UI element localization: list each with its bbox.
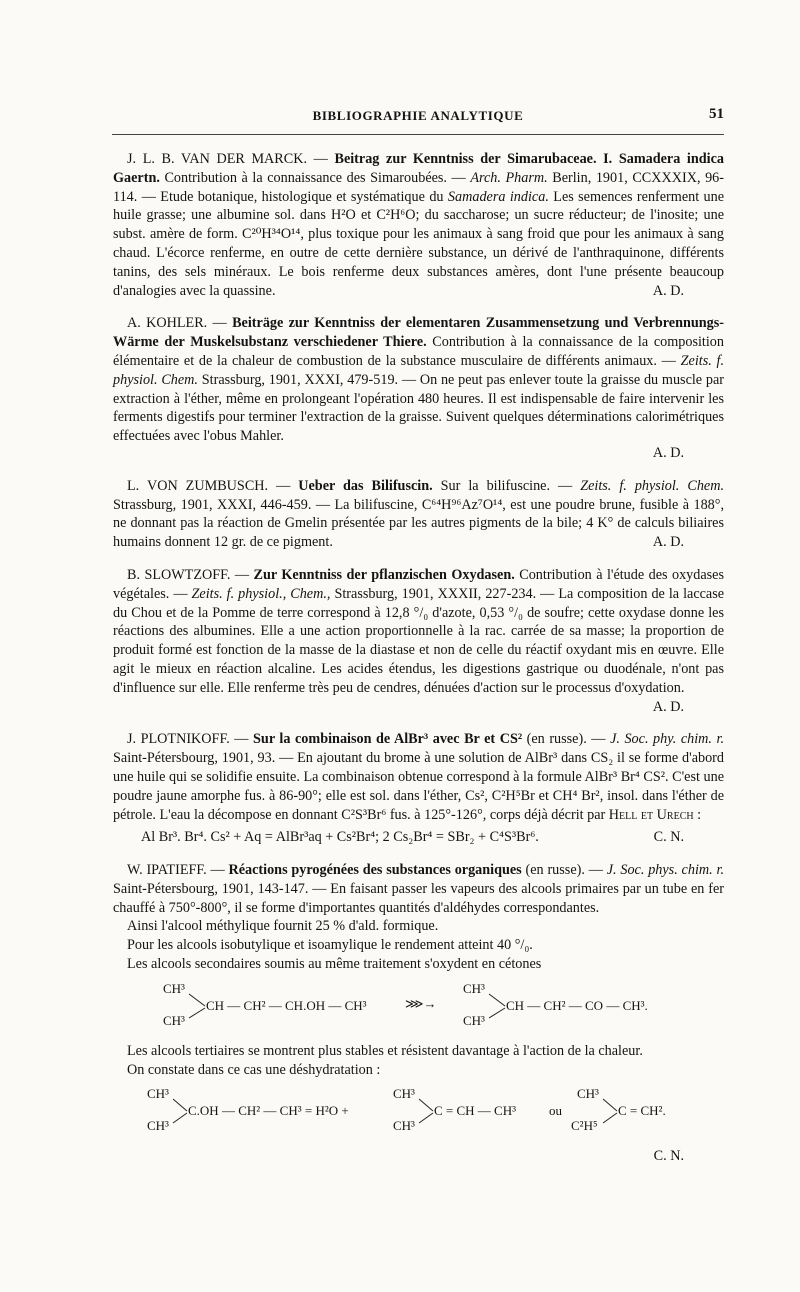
running-header	[112, 108, 724, 128]
reaction-arrow: ⋙→	[405, 995, 437, 1011]
entry-line: Les alcools tertiaires se montrent plus stables et résistent davantage à l'action de la chaleur.	[127, 1042, 643, 1059]
entry-kohler	[113, 314, 724, 462]
entry-title: Sur la combinaison de AlBr³ avec Br et CS²	[253, 731, 523, 748]
entry-source: J. Soc. phy. chim. r.	[610, 731, 725, 748]
entry-text: Saint-Pétersbourg, 1901, 143-147. — En faisant passer les vapeurs des alcools primaires par un tube en fer chauffé à 750°-800°, il se forme d'importantes quantités d'aldéhydes correspondantes.	[113, 880, 724, 916]
entry-text: Strassburg, 1901, XXXII, 227-234. — La composition de la laccase du Chou et de la Pomme de terre correspond à 12,8 °/₀ d'azote, 0,53 °/₀ de soufre; cette oxydase donne les réactions des albumines. Elle a une action proportionnelle à la rac. carrée de sa masse; la proportion de produit formé est fonction de la masse de la diastase et non de celle du réactif oxydant mis en œuvre. Elle agit le mieux en réaction alcaline. Les acides étendus, les digestions gastrique ou duodénale, n'ont pas d'influence sur elle. Elle renferme très peu de cendres, dénuées d'action sur le processus d'oxydation.	[113, 585, 725, 696]
formula-label: C.OH — CH² — CH³ = H²O +	[188, 1103, 349, 1119]
ketone-reaction	[113, 980, 724, 1032]
entry-author: W. IPATIEFF. —	[127, 862, 225, 879]
entry-line: Ainsi l'alcool méthylique fournit 25 % d'ald. formique.	[127, 918, 439, 935]
entry-author: J. L. B. VAN DER MARCK. —	[127, 151, 328, 167]
formula-text: Al Br³. Br⁴. Cs² + Aq = AlBr³aq + Cs²Br⁴; 2 Cs₂Br⁴ = SBr₂ + C⁴S³Br⁶.	[141, 829, 539, 846]
entry-slowtzoff	[113, 566, 724, 716]
entry-text: Contribution à la connaissance des Simaroubées. —	[164, 169, 466, 186]
entry-author: B. SLOWTZOFF. —	[127, 566, 250, 583]
reaction-formula	[127, 828, 724, 847]
header-title: BIBLIOGRAPHIE ANALYTIQUE	[312, 108, 524, 123]
entry-text: Contribution à l'étude des oxydases végétales. —	[113, 566, 724, 602]
entry-signature: A. D.	[652, 444, 684, 461]
entry-source: Zeits. f. physiol. Chem.	[580, 477, 724, 494]
entry-title: Beiträge zur Kenntniss der elementaren Zusammensetzung und Verbrennungs-Wärme der Muskelsubstanz verschiedener Thiere.	[113, 315, 725, 351]
entry-title: Réactions pyrogénées des substances organiques	[228, 862, 522, 879]
formula-label: CH — CH² — CH.OH — CH³	[206, 997, 367, 1013]
page-number: 51	[709, 106, 724, 122]
entry-signature: C. N.	[653, 829, 684, 846]
article-body	[113, 150, 724, 1166]
formula-label: C = CH².	[618, 1103, 666, 1119]
formula-label: CH³	[147, 1086, 169, 1102]
entry-van-der-marck	[113, 150, 724, 300]
entry-signature: A. D.	[652, 698, 684, 715]
dehydration-reaction	[113, 1085, 724, 1137]
entry-text: Berlin, 1901, CCXXXIX, 96-114. — Etude botanique, histologique et systématique du	[113, 169, 724, 205]
formula-label: CH³	[163, 980, 185, 996]
entry-text: (en russe). —	[526, 731, 606, 748]
entry-line: On constate dans ce cas une déshydratation :	[127, 1061, 381, 1078]
entry-author: J. PLOTNIKOFF. —	[127, 731, 249, 748]
entry-ipatieff	[113, 861, 724, 1166]
entry-text: Contribution à la connaissance de la composition élémentaire et de la chaleur de combustion de la substance musculaire de différents animaux. —	[113, 334, 724, 369]
entry-text: Strassburg, 1901, XXXI, 446-459. — La bilifuscine, C⁶⁴H⁹⁶Az⁷O¹⁴, est une poudre brune, fusible à 188°, ne donnant pas la réaction de Gmelin présentée par les autres pigments de la bile; 4 K° de calculs biliaires humains donnent 12 gr. de ce pigment.	[113, 496, 724, 551]
entry-text: (en russe). —	[525, 862, 603, 879]
entry-source: Zeits. f. physiol. Chem.	[113, 352, 724, 388]
entry-title: Beitrag zur Kenntniss der Simarubaceae. I. Samadera indica Gaertn.	[113, 151, 724, 186]
entry-plotnikoff	[113, 730, 724, 847]
entry-title: Zur Kenntniss der pflanzischen Oxydasen.	[253, 566, 515, 583]
entry-line: Les alcools secondaires soumis au même traitement s'oxydent en cétones	[127, 956, 542, 973]
formula-label: CH³	[393, 1086, 415, 1102]
entry-source: J. Soc. phys. chim. r.	[606, 862, 724, 879]
entry-author: L. VON ZUMBUSCH. —	[127, 477, 291, 494]
entry-source: Arch. Pharm.	[470, 169, 548, 186]
entry-text: Les semences renferment une huile grasse; une albumine sol. dans H²O et C²H⁶O; du saccharose; un sucre réducteur; de l'inosite; une subst. amère de form. C²⁰H³⁴O¹⁴, plus toxique pour les animaux à sang froid que pour les animaux à sang chaud. L'écorce renferme, en outre de cette dernière substance, un dérivé de l'anthraquinone, différents tanins, des sels minéraux. Le bois renferme deux substances amères, dont l'une présente beaucoup d'analogies avec la quassine.	[113, 188, 725, 299]
entry-signature: A. D.	[652, 534, 684, 551]
formula-label: CH³	[577, 1086, 599, 1102]
entry-author: A. KOHLER. —	[127, 315, 227, 332]
entry-signature: C. N.	[653, 1148, 684, 1165]
formula-label: CH³	[463, 980, 485, 996]
formula-label: ou	[549, 1103, 562, 1119]
formula-label: CH³	[463, 1012, 485, 1028]
entry-line: Pour les alcools isobutylique et isoamylique le rendement atteint 40 °/₀.	[127, 937, 533, 954]
entry-text: Sur la bilifuscine. —	[440, 477, 573, 494]
entry-zumbusch	[113, 477, 724, 552]
formula-label: CH³	[393, 1118, 415, 1134]
entry-refs: Hell et Urech :	[608, 806, 702, 823]
entry-text: Strassburg, 1901, XXXI, 479-519. — On ne peut pas enlever toute la graisse du muscle par extraction à l'éther, même en prolongeant l'opération 480 heures. Il est indispensable de faire intervenir les ferments digestifs pour terminer l'extraction de la graisse. Suivent quelques déterminations calorimétriques effectuées avec l'obus Mahler.	[113, 371, 725, 445]
entry-title: Ueber das Bilifuscin.	[298, 477, 433, 494]
header-rule	[112, 134, 724, 135]
entry-signature: A. D.	[652, 282, 684, 299]
formula-label: C = CH — CH³	[434, 1103, 517, 1119]
formula-label: C²H⁵	[571, 1118, 598, 1134]
entry-text: Saint-Pétersbourg, 1901, 93. — En ajoutant du brome à une solution de AlBr³ dans CS₂ il se forme d'abord une huile qui se solidifie ensuite. La combinaison obtenue correspond à la formule AlBr³ Br⁴ CS². C'est une poudre jaune amorphe fus. à 86-90°; elle est sol. dans l'éther, Cs², C²H⁵Br et CH⁴ Br², insol. dans l'éther de pétrole. L'eau la décompose en donnant C²S³Br⁶ fus. à 125°-126°, corps déjà décrit par	[113, 750, 724, 823]
entry-source: Zeits. f. physiol., Chem.,	[191, 585, 331, 602]
formula-label: CH³	[147, 1118, 169, 1134]
formula-label: CH — CH² — CO — CH³.	[506, 997, 648, 1013]
entry-species: Samadera indica.	[447, 188, 549, 205]
formula-label: CH³	[163, 1012, 185, 1028]
